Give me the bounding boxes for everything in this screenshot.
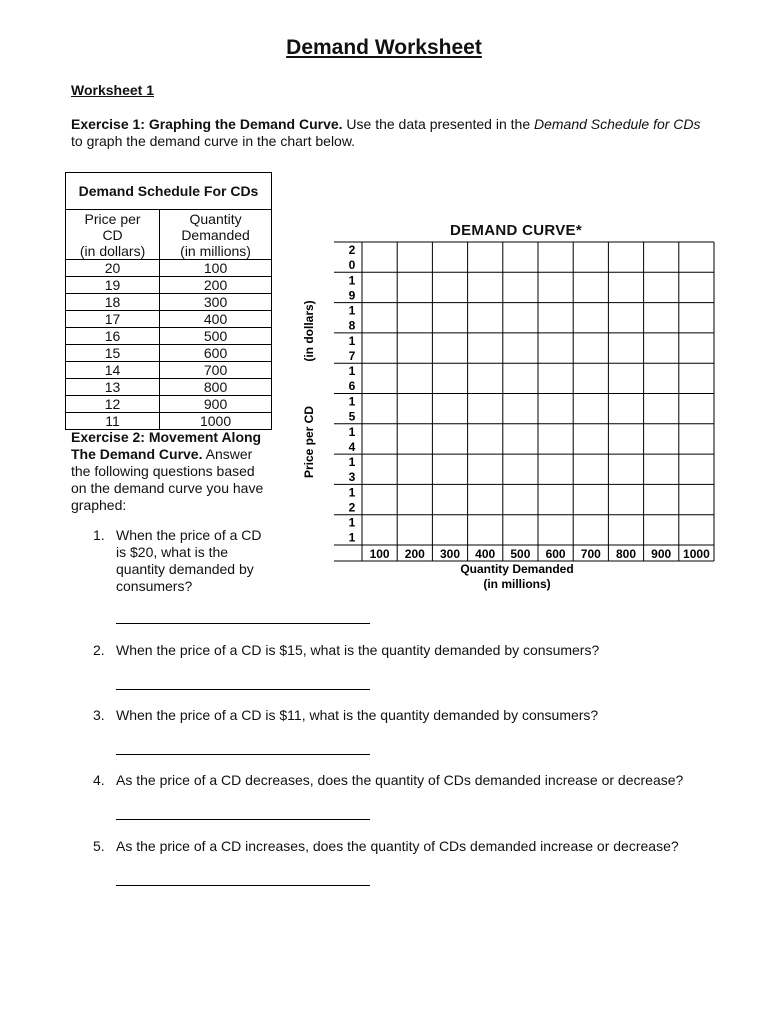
y-tick-label: 1: [348, 455, 356, 470]
question-text-line: When the price of a CD: [116, 527, 262, 543]
exercise-2-text: Answer the following questions based on the demand curve you have graphed:: [71, 446, 264, 513]
quantity-cell: 300: [160, 294, 272, 311]
quantity-header-line: (in millions): [180, 242, 251, 259]
question-number: 3.: [93, 707, 105, 723]
schedule-col-quantity-header: [160, 210, 272, 260]
y-tick-label: 8: [348, 318, 356, 333]
quantity-cell: 500: [160, 328, 272, 345]
price-cell: 14: [66, 362, 160, 379]
question-text-line: When the price of a CD is $15, what is the quantity demanded by consumers?: [116, 642, 600, 658]
price-cell: 13: [66, 379, 160, 396]
answer-blank-4[interactable]: [116, 819, 370, 820]
question-text-line: As the price of a CD decreases, does the quantity of CDs demanded increase or decrease?: [116, 772, 684, 788]
x-axis-label: Quantity Demanded: [460, 562, 574, 576]
answer-blank-2[interactable]: [116, 689, 370, 690]
exercise-1-instructions: [71, 116, 711, 150]
exercise-2-label: Exercise 2: Movement Along The Demand Curve.: [71, 429, 262, 462]
table-row: [66, 379, 272, 396]
y-axis-label-units: (in dollars): [302, 300, 316, 362]
schedule-title: Demand Schedule For CDs: [66, 173, 272, 210]
table-row: [66, 345, 272, 362]
y-tick-label: 1: [348, 273, 356, 288]
y-tick-labels: [349, 243, 356, 545]
question-text-line: is $20, what is the: [116, 544, 229, 560]
price-cell: 16: [66, 328, 160, 345]
quantity-header-line: Quantity: [189, 210, 242, 227]
y-tick-label: 1: [348, 515, 356, 530]
y-tick-label: 1: [348, 364, 356, 379]
price-header-line: (in dollars): [79, 242, 146, 259]
x-tick-label: 700: [580, 547, 601, 561]
answer-blank-1[interactable]: [116, 623, 370, 624]
y-axis-label: Price per CD: [302, 405, 316, 479]
x-tick-label: 200: [404, 547, 425, 561]
price-cell: 12: [66, 396, 160, 413]
answer-blank-5[interactable]: [116, 885, 370, 886]
price-cell: 15: [66, 345, 160, 362]
y-tick-label: 1: [348, 333, 356, 348]
price-cell: 20: [66, 260, 160, 277]
y-tick-label: 7: [348, 348, 356, 363]
chart-title: DEMAND CURVE*: [450, 222, 582, 239]
y-tick-label: 3: [348, 470, 356, 485]
price-cell: 11: [66, 413, 160, 430]
y-tick-label: 4: [348, 439, 356, 454]
quantity-cell: 1000: [160, 413, 272, 430]
schedule-col-price-header: [66, 210, 160, 260]
exercise-1-text-b: to graph the demand curve in the chart below.: [71, 133, 356, 149]
y-tick-label: 1: [348, 530, 356, 545]
x-tick-label: 800: [615, 547, 637, 561]
y-tick-label: 9: [348, 288, 356, 303]
exercise-2-instructions: [71, 429, 271, 514]
price-cell: 19: [66, 277, 160, 294]
question-number: 2.: [93, 642, 105, 658]
quantity-cell: 200: [160, 277, 272, 294]
y-tick-label: 2: [348, 243, 356, 257]
question-text-line: As the price of a CD increases, does the quantity of CDs demanded increase or decrease?: [116, 838, 679, 854]
y-tick-label: 1: [348, 303, 356, 318]
x-tick-label: 400: [475, 547, 496, 561]
x-tick-label: 1000: [683, 547, 710, 561]
x-tick-label: 500: [510, 547, 531, 561]
y-tick-label: 1: [348, 485, 356, 500]
y-tick-label: 6: [348, 379, 356, 394]
exercise-1-label: Exercise 1: Graphing the Demand Curve.: [71, 116, 343, 132]
table-row: [66, 294, 272, 311]
x-tick-label: 900: [651, 547, 672, 561]
table-row: [66, 277, 272, 294]
quantity-cell: 900: [160, 396, 272, 413]
y-tick-label: 1: [348, 394, 356, 409]
table-row: [66, 328, 272, 345]
exercise-1-italic: Demand Schedule for CDs: [534, 116, 701, 132]
x-axis-label-units: (in millions): [483, 577, 551, 591]
table-row: [66, 260, 272, 277]
demand-schedule-table: [65, 172, 272, 430]
quantity-cell: 400: [160, 311, 272, 328]
question-number: 4.: [93, 772, 105, 788]
table-row: [66, 396, 272, 413]
quantity-cell: 100: [160, 260, 272, 277]
question-text-line: quantity demanded by: [116, 561, 254, 577]
quantity-cell: 600: [160, 345, 272, 362]
table-row: [66, 362, 272, 379]
demand-curve-chart: [290, 236, 730, 606]
price-cell: 17: [66, 311, 160, 328]
quantity-cell: 700: [160, 362, 272, 379]
table-row: [66, 311, 272, 328]
worksheet-heading: Worksheet 1: [71, 82, 154, 98]
answer-blank-3[interactable]: [116, 754, 370, 755]
quantity-cell: 800: [160, 379, 272, 396]
question-text-line: consumers?: [116, 578, 193, 594]
chart-grid: [334, 242, 714, 561]
question-number: 1.: [93, 527, 105, 543]
question-number: 5.: [93, 838, 105, 854]
x-tick-label: 600: [545, 547, 566, 561]
page-title: Demand Worksheet: [286, 36, 482, 59]
price-header-line: CD: [102, 226, 123, 243]
y-tick-label: 1: [348, 424, 356, 439]
y-tick-label: 5: [348, 409, 356, 424]
quantity-header-line: Demanded: [181, 226, 250, 243]
x-tick-label: 300: [439, 547, 461, 561]
price-header-line: Price per: [84, 210, 141, 227]
price-cell: 18: [66, 294, 160, 311]
x-tick-label: 100: [369, 547, 390, 561]
y-tick-label: 0: [348, 258, 356, 272]
question-text-line: When the price of a CD is $11, what is the quantity demanded by consumers?: [116, 707, 599, 723]
x-tick-labels: [370, 547, 710, 561]
y-tick-label: 2: [348, 500, 356, 515]
exercise-1-text-a: Use the data presented in the: [342, 116, 534, 132]
table-row: [66, 413, 272, 430]
